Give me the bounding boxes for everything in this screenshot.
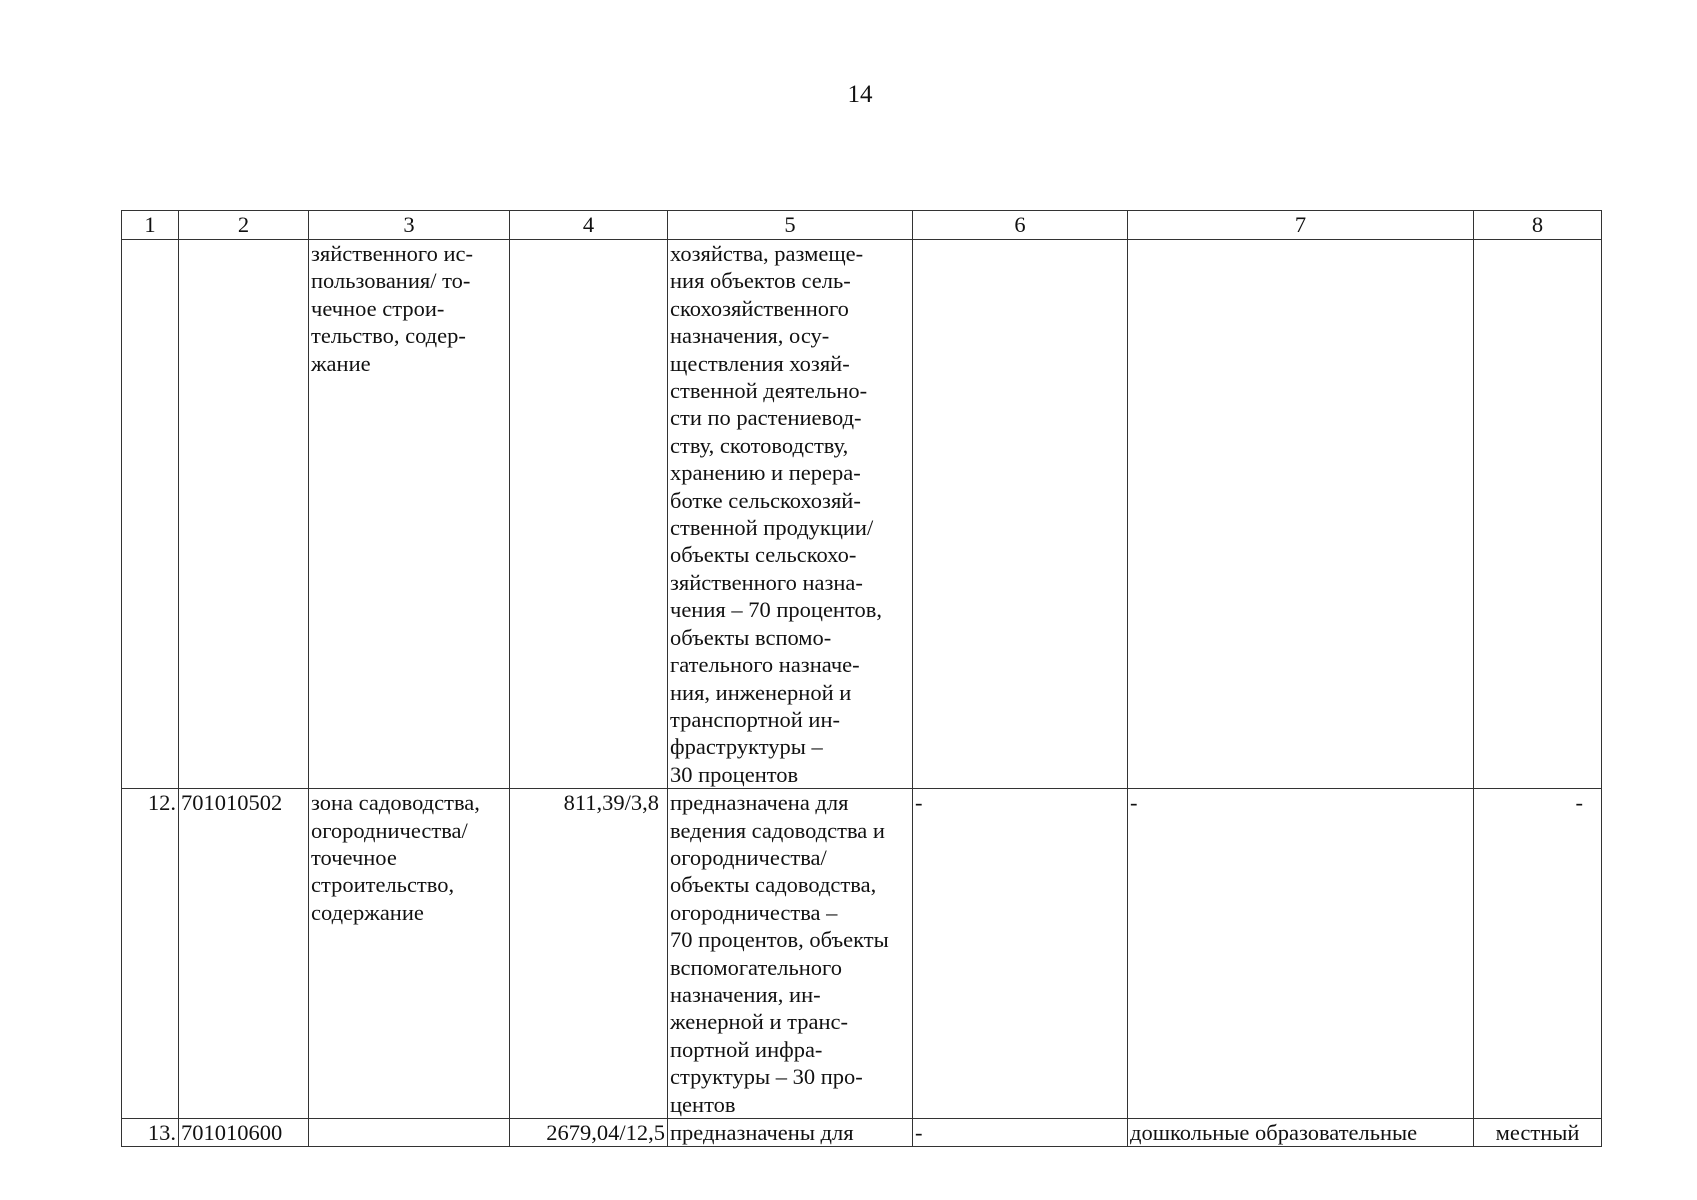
row-number [122, 240, 179, 789]
header-col-5: 5 [668, 211, 913, 240]
zone-name: зона садоводства, огородничества/ точечное строительство, содержание [309, 789, 510, 1119]
table-row-12 [122, 789, 1602, 1119]
zone-purpose: предназначена для ведения садоводства и огородничества/ объекты садоводства, огородничества – 70 процентов, объекты вспомогательного назначения, ин- женерной и транс- портной инфра- структуры – 30 про- центов [668, 789, 913, 1119]
table-row-continuation [122, 240, 1602, 789]
zone-name [309, 1119, 510, 1147]
zone-col-8: местный [1474, 1119, 1602, 1147]
zoning-table [121, 210, 1602, 1147]
page-number: 14 [847, 81, 873, 108]
header-col-1: 1 [122, 211, 179, 240]
table-row-13 [122, 1119, 1602, 1147]
header-col-8: 8 [1474, 211, 1602, 240]
zone-col-8: - [1474, 789, 1602, 1119]
zone-area [510, 240, 668, 789]
header-col-3: 3 [309, 211, 510, 240]
zone-col-8 [1474, 240, 1602, 789]
zone-col-6 [913, 240, 1128, 789]
zone-col-6: - [913, 789, 1128, 1119]
zone-code: 701010502 [179, 789, 309, 1119]
header-row [122, 211, 1602, 240]
zone-purpose: предназначены для [668, 1119, 913, 1147]
header-col-7: 7 [1128, 211, 1474, 240]
header-col-6: 6 [913, 211, 1128, 240]
zone-purpose: хозяйства, размеще- ния объектов сель- скохозяйственного назначения, осу- ществления хозяй- ственной деятельно- сти по растениевод- ству, скотоводству, хранению и перера- ботке сельскохозяй- ственной продукции/ объекты сельскохо- зяйственного назна- чения – 70 процентов, объекты вспомо- гательного назначе- ния, инженерной и транспортной ин- фраструктуры – 30 процентов [668, 240, 913, 789]
zone-col-7: - [1128, 789, 1474, 1119]
row-number: 12. [122, 789, 179, 1119]
header-col-2: 2 [179, 211, 309, 240]
zone-area: 2679,04/12,5 [510, 1119, 668, 1147]
zone-code [179, 240, 309, 789]
zone-area: 811,39/3,8 [510, 789, 668, 1119]
zone-col-7: дошкольные образовательные [1128, 1119, 1474, 1147]
zone-name: зяйственного ис- пользования/ то- чечное строи- тельство, содер- жание [309, 240, 510, 789]
header-col-4: 4 [510, 211, 668, 240]
row-number: 13. [122, 1119, 179, 1147]
zone-col-7 [1128, 240, 1474, 789]
zone-col-6: - [913, 1119, 1128, 1147]
zone-code: 701010600 [179, 1119, 309, 1147]
